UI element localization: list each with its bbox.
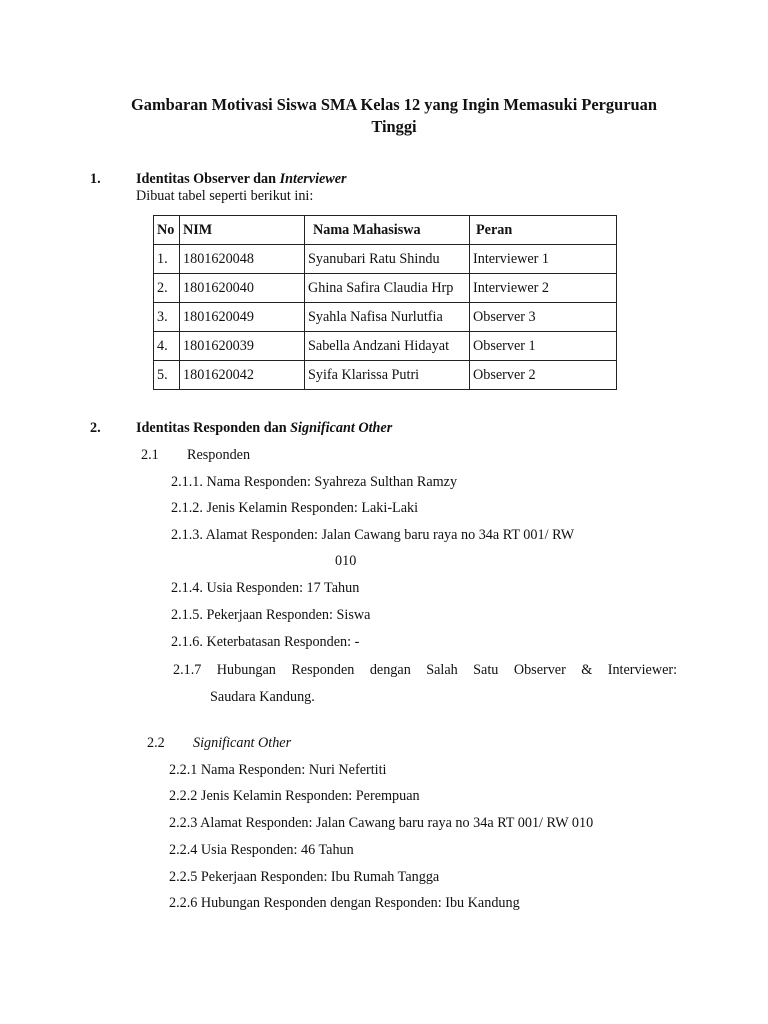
table-header-row	[154, 216, 617, 245]
so-alamat: 2.2.3 Alamat Responden: Jalan Cawang baru raya no 34a RT 001/ RW 010	[169, 815, 594, 831]
responden-pekerjaan: 2.1.5. Pekerjaan Responden: Siswa	[171, 607, 371, 623]
hubungan-word: 2.1.7	[173, 662, 202, 678]
hubungan-word: &	[581, 662, 593, 678]
section-2-heading-italic: Significant Other	[290, 420, 393, 436]
cell-nim: 1801620040	[180, 274, 305, 303]
cell-no: 4.	[154, 332, 180, 361]
document-title-line-1: Gambaran Motivasi Siswa SMA Kelas 12 yang Ingin Memasuki Perguruan	[131, 95, 657, 114]
header-peran: Peran	[470, 216, 617, 245]
hubungan-word: Hubungan	[216, 662, 276, 678]
header-no: No	[154, 216, 180, 245]
section-2-heading-plain: Identitas Responden dan	[136, 420, 291, 436]
table-row	[154, 274, 617, 303]
cell-nama: Sabella Andzani Hidayat	[305, 332, 470, 361]
cell-no: 2.	[154, 274, 180, 303]
cell-peran: Observer 3	[470, 303, 617, 332]
section-1-heading	[136, 171, 347, 188]
hubungan-word: Interviewer:	[607, 662, 678, 678]
so-hubungan: 2.2.6 Hubungan Responden dengan Responden: Ibu Kandung	[169, 895, 520, 911]
header-nim: NIM	[180, 216, 305, 245]
section-1-intro: Dibuat tabel seperti berikut ini:	[136, 188, 314, 204]
table-row	[154, 332, 617, 361]
cell-no: 3.	[154, 303, 180, 332]
hubungan-word: Responden	[291, 662, 355, 678]
header-nama-mahasiswa: Nama Mahasiswa	[305, 216, 470, 245]
cell-nim: 1801620039	[180, 332, 305, 361]
cell-nama: Ghina Safira Claudia Hrp	[305, 274, 470, 303]
section-2-number: 2.	[90, 420, 101, 436]
responden-jenis-kelamin: 2.1.2. Jenis Kelamin Responden: Laki-Laki	[171, 500, 419, 516]
subsection-2-1-label: Responden	[187, 447, 251, 463]
cell-nim: 1801620042	[180, 361, 305, 390]
cell-peran: Observer 1	[470, 332, 617, 361]
so-nama: 2.2.1 Nama Responden: Nuri Nefertiti	[169, 762, 387, 778]
cell-nama: Syahla Nafisa Nurlutfia	[305, 303, 470, 332]
section-1-number: 1.	[90, 171, 101, 187]
cell-peran: Observer 2	[470, 361, 617, 390]
cell-nim: 1801620049	[180, 303, 305, 332]
responden-keterbatasan: 2.1.6. Keterbatasan Responden: -	[171, 634, 360, 650]
cell-no: 1.	[154, 245, 180, 274]
subsection-2-2-label: Significant Other	[193, 735, 292, 751]
so-usia: 2.2.4 Usia Responden: 46 Tahun	[169, 842, 354, 858]
table-row	[154, 245, 617, 274]
subsection-2-1-number: 2.1	[141, 447, 159, 463]
hubungan-word: dengan	[369, 662, 411, 678]
hubungan-word: Observer	[513, 662, 566, 678]
responden-usia: 2.1.4. Usia Responden: 17 Tahun	[171, 580, 360, 596]
responden-hubungan	[173, 662, 677, 679]
subsection-2-2-number: 2.2	[147, 735, 165, 751]
responden-alamat-cont: 010	[335, 553, 357, 569]
table-row	[154, 303, 617, 332]
responden-alamat: 2.1.3. Alamat Responden: Jalan Cawang baru raya no 34a RT 001/ RW	[171, 527, 575, 543]
section-1-heading-italic: Interviewer	[279, 171, 347, 187]
identity-table	[153, 215, 617, 390]
cell-no: 5.	[154, 361, 180, 390]
so-pekerjaan: 2.2.5 Pekerjaan Responden: Ibu Rumah Tangga	[169, 869, 440, 885]
cell-peran: Interviewer 1	[470, 245, 617, 274]
responden-nama: 2.1.1. Nama Responden: Syahreza Sulthan Ramzy	[171, 474, 458, 490]
hubungan-word: Satu	[473, 662, 499, 678]
responden-hubungan-cont: Saudara Kandung.	[210, 689, 315, 705]
document-title-line-2: Tinggi	[371, 117, 417, 136]
section-1-heading-plain: Identitas Observer dan	[136, 171, 280, 187]
so-jenis-kelamin: 2.2.2 Jenis Kelamin Responden: Perempuan	[169, 788, 420, 804]
cell-nama: Syifa Klarissa Putri	[305, 361, 470, 390]
cell-nim: 1801620048	[180, 245, 305, 274]
hubungan-word: Salah	[426, 662, 458, 678]
cell-nama: Syanubari Ratu Shindu	[305, 245, 470, 274]
section-2-heading	[136, 420, 392, 437]
cell-peran: Interviewer 2	[470, 274, 617, 303]
table-row	[154, 361, 617, 390]
